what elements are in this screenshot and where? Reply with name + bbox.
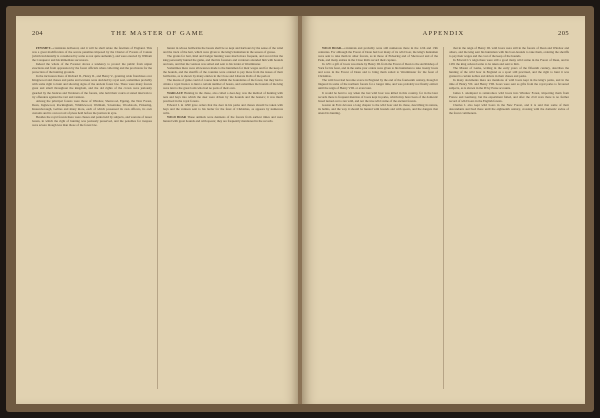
paragraph (163, 54, 283, 66)
paragraph (163, 103, 283, 115)
paragraph-text: It would be hard to say when the last wild boar was killed in this country, for in the later records there is frequent mention of boars kept in parks, which may have been of the domestic breed turned out to run wild, and not the true wild swine of the ancient forests. (318, 90, 438, 103)
paragraph (449, 66, 569, 78)
left-page-number: 204 (32, 30, 43, 37)
entry-heading: FEWMET—continued (36, 46, 67, 50)
paragraph-text: In the inclosures there of Richard II., Henry II., and Henry V., granting wide franchises over Kingswood and chases and parks and warrens were decided by royal seal, sometimes probably with some right to hunt and showing signs of the ancient forest law. There were many forests great and small throughout the kingdom, and the old rights of the crown were jealously guarded by the Justices and Verderers of the forests, who held their courts at stated intervals to try offenders against the vert and venison. (32, 74, 152, 99)
paragraph (449, 46, 569, 58)
paragraph-text: The Master of Game, writing in the early years of the fifteenth century, describes the hunting of the wild boar in England as a sport still practised, and the right to hunt it was granted to certain nobles and abbots in their chases and parks. (449, 66, 569, 79)
paragraph-text: In Edward I.'s reign there were still a good many wild swine in the Forest of Dean, and in 1281 the king ordered some to be taken and sent to him. (449, 58, 569, 67)
paragraph (32, 115, 152, 127)
paragraph-text: Gaston de Foix devotes a long chapter to the wild boar and its chase, describing its nature, its habits, and the way it should be hunted with hounds and with spears, and the dangers that attend its hunting. (318, 102, 438, 115)
paragraph (32, 62, 152, 74)
paragraph (163, 91, 283, 103)
paragraph-text: James I. attempted to reintroduce wild boars into Windsor Forest, importing them from France and Germany, but the experiment failed, and after the civil wars there is no further record of wild boars in the English forests. (449, 90, 569, 103)
left-column-1 (32, 46, 152, 390)
paragraph-text: hunter in whose bailiwicks the beasts shall be so kept and harbours by the sense of the wind and the track of the hart, which were given to the king's huntsmen in the season of grease. (163, 46, 283, 55)
right-column-1 (318, 46, 438, 390)
column-rule (157, 47, 158, 389)
entry-heading: WILD BOAR—continued (322, 46, 358, 50)
column-rule (443, 47, 444, 389)
paragraph (318, 103, 438, 115)
paragraph (318, 62, 438, 78)
paragraph (163, 115, 283, 123)
left-page-title: THE MASTER OF GAME (111, 30, 204, 37)
paragraph (163, 46, 283, 54)
open-book (6, 6, 594, 412)
paragraph-text: Among the principal forests were those of Windsor, Sherwood, Epping, the New Forest, Dean, Inglewood, Rockingham, Whittlewood, Waltham, Savernake, Woodstock, Pickering, Knaresborough, Galtres and many more, each of which possessed its own officers, its own customs and its own record of pleas held before the justices in eyre. (32, 98, 152, 115)
paragraph-text: The grants for hart, hind and badger hunting were much more frequent, and record that the king personally hunted the game, and that his foresters and verderers attended him with hounds and nets, and that the venison was salted and sent to his larder at Westminster. (163, 54, 283, 67)
paragraph-text: and probably were still numerous there in the 12th and 13th centuries. For although the Forest of Dean had lost many of its wild boar, the king's huntsmen were sent to take them in other forests, as in those of Pickering and of Sherwood and of the Peak, and many entries in the Close Rolls record their capture. (318, 46, 438, 63)
paragraph (318, 78, 438, 90)
paragraph-text: that in the reign of Henry III. wild boars were still in the forests of Dean and Windsor and others, and the king sent his huntsmen with his boar-hounds to take them, ordering the sheriffs to pay their wages and the cost of the keep of the hounds. (449, 46, 569, 59)
entry-heading: WILD BOAR (167, 114, 188, 119)
paragraph (449, 103, 569, 115)
paragraph-text: The means of game could of course hunt within the boundaries of the forest, but they had to obtain a royal licence to hunt a certain number of beasts, and sometimes the hounds of the king were lent to the great lords who had no pack of their own. (163, 78, 283, 91)
paragraph-text: Edward I. in 1290 gave orders that the deer in his parks and chases should be taken with hays and the venison sent to his larder for the feast of Christmas, as appears by numerous writs. (163, 102, 283, 115)
paragraph-text: Besides the royal forests there were chases and parks held by subjects, and warrens of lesser beasts, in which the right of hunting was jealously preserved, and the penalties for trespass were severe though less than those of the forest law. (32, 114, 152, 127)
paragraph-text: Hunting in the chase, also called a deer-hay, was the method of hunting with nets and hays into which the deer were driven by the hounds and the beaters; it was much practised in the royal forests. (163, 90, 283, 103)
left-running-head (32, 30, 283, 40)
right-running-head (318, 30, 569, 40)
paragraph-text: Charles I. also kept wild boars in the New Forest, and it is said that some of their descendants survived there until the eighteenth century, crossing with the domestic swine of the forest commoners. (449, 102, 569, 115)
paragraph-text: These animals were denizens of the forests from earliest times and were hunted with great hounds and with spears; they are frequently mentioned in the records. (163, 114, 283, 123)
paragraph (449, 58, 569, 66)
paragraph (32, 74, 152, 98)
left-column-2 (163, 46, 283, 390)
left-page (16, 16, 299, 404)
paragraph (449, 78, 569, 90)
right-page-number: 205 (558, 30, 569, 37)
paragraph-text: Indeed the whole of the Forester shows a tendency to protect the public from unjust exactions and from oppression by the forest officials when collecting and the provisions for the protection of the hunting grounds. (32, 62, 152, 75)
entry-heading: WARLACE (167, 90, 185, 95)
paragraph-text: The wild boar had become scarce in England by the end of the fourteenth century, though it lingered in some of the northern forests for a longer time, and was probably not finally extinct until the reign of Henry VIII. or even later. (318, 78, 438, 91)
paragraph-text: In many documents there are mentions of wild boars kept in the king's parks, and in the time of Henry VII. and Henry VIII. boars were sent as gifts from the royal parks to favoured subjects, as is shown in the Privy Purse accounts. (449, 78, 569, 91)
paragraph (32, 99, 152, 115)
paragraph-text: Sometimes there were allowances made to the huntsmen for their wages and for the keep of the hounds, and the sheriffs of the counties were ordered to pay these from the issues of their bailiwicks, as is shown by many entries in the Close and Liberate Rolls of the period. (163, 66, 283, 79)
paragraph (318, 46, 438, 62)
paragraph-text: delivered, and it will be shall relate the fewmets of England. This was a great modification of the severe penalties imposed by the Charter of Forests of Canute (which incidentally is considered by some as not quite authentic), and were enacted by William the Conqueror and his immediate successors. (32, 46, 152, 63)
right-page (302, 16, 585, 404)
paragraph (32, 46, 152, 62)
paragraph (163, 66, 283, 78)
right-page-title: APPENDIX (422, 30, 465, 37)
paragraph (163, 78, 283, 90)
paragraph-text: In 1251 a gift of boars was made by Henry III. from the Forest of Dean to the Archbishop of York for his feast, and in the same year orders were given to his huntsmen to take twenty boars and sows in the Forest of Dean and to bring them salted to Westminster for the feast of Christmas. (318, 62, 438, 79)
paragraph (449, 91, 569, 103)
right-column-2 (449, 46, 569, 390)
paragraph (318, 91, 438, 103)
